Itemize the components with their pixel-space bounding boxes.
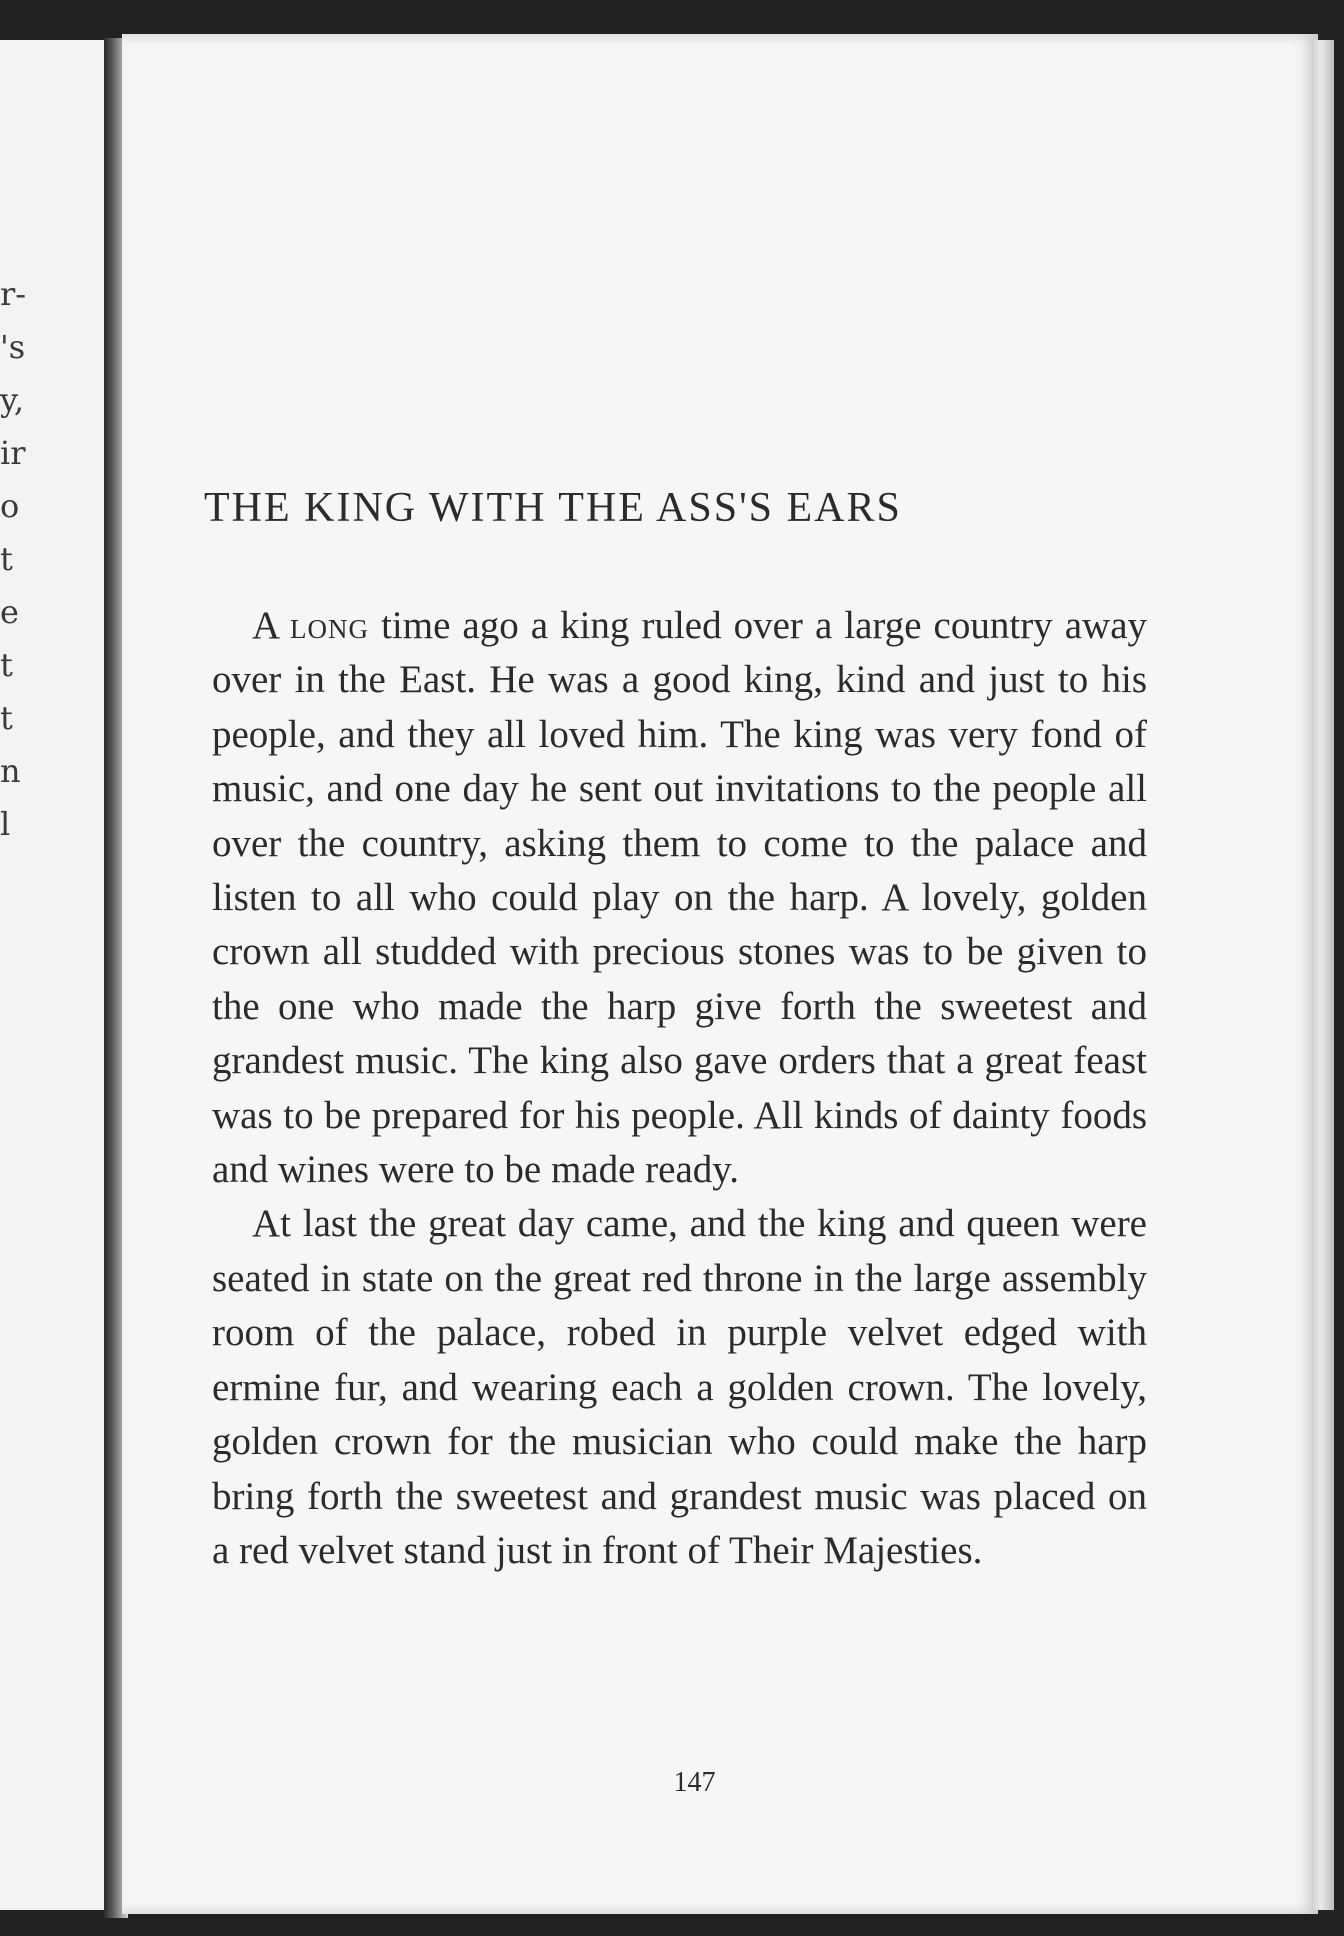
book-page — [122, 34, 1318, 1914]
fragment: r- — [0, 275, 27, 313]
fragment: l — [0, 805, 11, 843]
lead-word: A — [252, 604, 279, 647]
fragment: y, — [0, 381, 24, 419]
fragment: t — [0, 699, 13, 737]
previous-page-text-fragments — [0, 268, 40, 851]
fragment: t — [0, 646, 13, 684]
fragment: e — [0, 593, 19, 631]
fragment: t — [0, 540, 13, 578]
small-caps-word: long — [290, 604, 370, 647]
fragment: ir — [0, 434, 26, 472]
paragraph — [212, 599, 1147, 1197]
fragment: o — [0, 487, 20, 525]
paragraph-text: time ago a king ruled over a large country away over in the East. He was a good king, kind and just to his people, and they all loved him. The king was very fond of music, and one day he sent out invitations to the people all over the country, asking them to come to the palace and listen to all who could play on the harp. A lovely, golden crown all studded with precious stones was to be given to the one who made the harp give forth the sweetest and grandest music. The king also gave orders that a great feast was to be prepared for his people. All kinds of dainty foods and wines were to be made ready. — [212, 604, 1147, 1192]
paragraph: At last the great day came, and the king and queen were seated in state on the great red throne in the large assembly room of the palace, robed in purple velvet edged with ermine fur, and wearing each a golden crown. The lovely, golden crown for the musician who could make the harp bring forth the sweetest and grandest music was placed on a red velvet stand just in front of Their Majesties. — [212, 1202, 1147, 1572]
previous-page-strip — [0, 40, 108, 1910]
fragment: 's — [0, 328, 26, 366]
fragment: n — [0, 752, 21, 790]
page-number: 147 — [673, 1767, 716, 1798]
page-edge — [1312, 40, 1334, 1910]
story-text — [212, 599, 1147, 1578]
chapter-title: THE KING WITH THE ASS'S EARS — [204, 485, 902, 531]
